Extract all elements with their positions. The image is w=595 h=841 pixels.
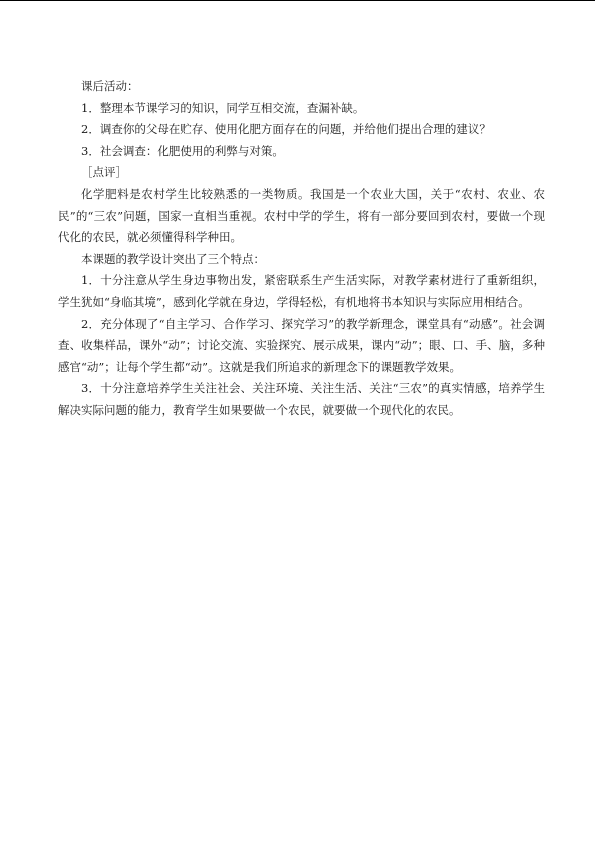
activity-item-2: 2．调查你的父母在贮存、使用化肥方面存在的问题，并给他们提出合理的建议？ [81, 122, 491, 137]
document-body [58, 76, 545, 422]
feature-item-2: 2．充分体现了“自主学习、合作学习、探究学习”的教学新理念，课堂具有“动感”。社会调查、收集样品，课外“动”；讨论交流、实验探究、展示成果，课内“动”；眼、口、手、脑，多种感官“动”；让每个学生都“动”。这就是我们所追求的新理念下的课题教学效果。 [58, 316, 545, 374]
comment-intro-paragraph: 化学肥料是农村学生比较熟悉的一类物质。我国是一个农业大国，关于“农村、农业、农民”的“三农”问题，国家一直相当重视。农村中学的学生，将有一部分要回到农村，要做一个现代化的农民，就必须懂得科学种田。 [58, 186, 545, 245]
activity-item-1: 1．整理本节课学习的知识，同学互相交流，查漏补缺。 [81, 100, 365, 115]
features-intro: 本课题的教学设计突出了三个特点： [81, 251, 265, 266]
feature-item-3: 3．十分注意培养学生关注社会、关注环境、关注生活、关注“三农”的真实情感，培养学生解决实际问题的能力，教育学生如果要做一个农民，就要做一个现代化的农民。 [58, 381, 545, 417]
comment-heading: ［点评］ [81, 165, 127, 180]
activities-heading: 课后活动： [81, 79, 139, 93]
page-top-border [0, 0, 595, 1]
feature-item-1: 1．十分注意从学生身边事物出发，紧密联系生产生活实际，对教学素材进行了重新组织，学生犹如“身临其境”，感到化学就在身边，学得轻松，有机地将书本知识与实际应用相结合。 [58, 273, 545, 309]
activity-item-3: 3．社会调查：化肥使用的利弊与对策。 [81, 143, 284, 158]
